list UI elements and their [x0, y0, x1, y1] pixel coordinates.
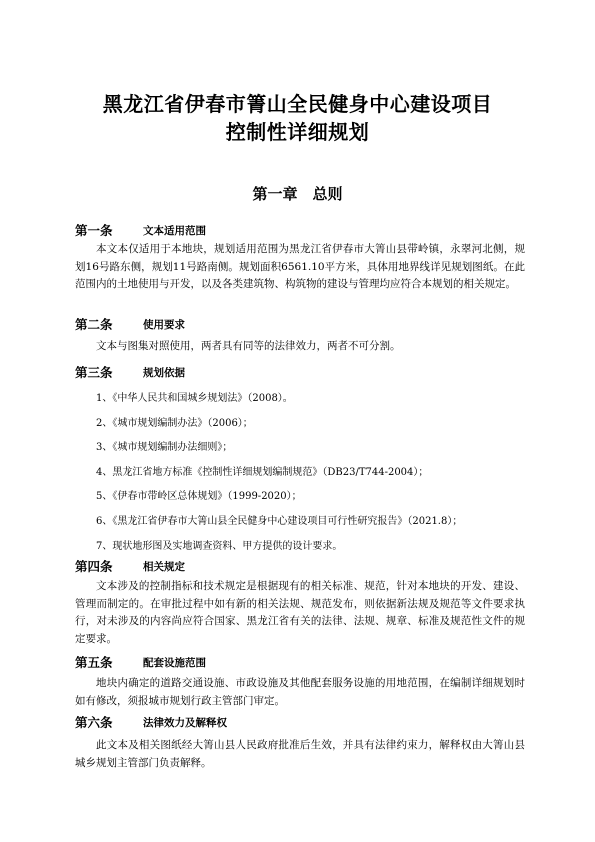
article-3-number: 第三条 [75, 365, 113, 380]
list-item: 5、《伊春市带岭区总体规划》（1999-2020）； [96, 491, 302, 503]
article-3-title: 规划依据 [143, 367, 185, 379]
article-6-title: 法律效力及解释权 [143, 717, 227, 729]
list-item: 4、黑龙江省地方标准《控制性详细规划编制规范》（DB23/T744-2004）； [96, 466, 429, 478]
article-6-text: 此文本及相关图纸经大箐山县人民政府批准后生效，并具有法律约束力，解释权由大箐山县城乡规划主管部门负责解释。 [75, 739, 525, 769]
planning-basis-list [96, 390, 462, 562]
article-5-text: 地块内确定的道路交通设施、市政设施及其他配套服务设施的用地范围，在编制详细规划时如有修改，须报城市规划行政主管部门审定。 [75, 677, 525, 707]
document-title-line2: 控制性详细规划 [225, 120, 370, 144]
article-6-number: 第六条 [75, 715, 113, 730]
article-1-number: 第一条 [75, 223, 113, 238]
article-5-number: 第五条 [75, 655, 113, 670]
document-title-line1: 黑龙江省伊春市箐山全民健身中心建设项目 [102, 92, 493, 116]
article-2-title: 使用要求 [143, 319, 185, 331]
list-item: 3、《城市规划编制办法细则》； [96, 442, 233, 454]
article-2-number: 第二条 [75, 317, 113, 332]
list-item: 2、《城市规划编制办法》（2006）； [96, 417, 253, 429]
list-item: 6、《黑龙江省伊春市大箐山县全民健身中心建设项目可行性研究报告》（2021.8）； [96, 515, 463, 527]
list-item: 1、《中华人民共和国城乡规划法》（2008）。 [96, 393, 293, 404]
article-1-title: 文本适用范围 [143, 225, 206, 237]
article-2-text: 文本与图集对照使用，两者具有同等的法律效力，两者不可分割。 [96, 340, 401, 352]
list-item: 7、现状地形图及实地调查资料、甲方提供的设计要求。 [96, 540, 343, 552]
article-5-title: 配套设施范围 [143, 657, 206, 669]
chapter-heading: 第一章 总则 [252, 185, 343, 203]
article-1-text: 本文本仅适用于本地块，规划适用范围为黑龙江省伊春市大箐山县带岭镇，永翠河北侧，规划16号路东侧，规划11号路南侧。规划面积6561.10平方米，具体用地界线详见规划图纸。在此范围内的土地使用与开发，以及各类建筑物、构筑物的建设与管理均应符合本规划的相关规定。 [75, 243, 525, 290]
article-4-title: 相关规定 [143, 561, 185, 573]
article-4-number: 第四条 [75, 559, 113, 574]
article-4-text: 文本涉及的控制指标和技术规定是根据现有的相关标准、规范，针对本地块的开发、建设、管理而制定的。在审批过程中如有新的相关法规、规范发布，则依据新法规及规范等文件要求执行，对未涉及的内容尚应符合国家、黑龙江省有关的法律、法规、规章、标准及规范性文件的规定要求。 [75, 580, 525, 645]
